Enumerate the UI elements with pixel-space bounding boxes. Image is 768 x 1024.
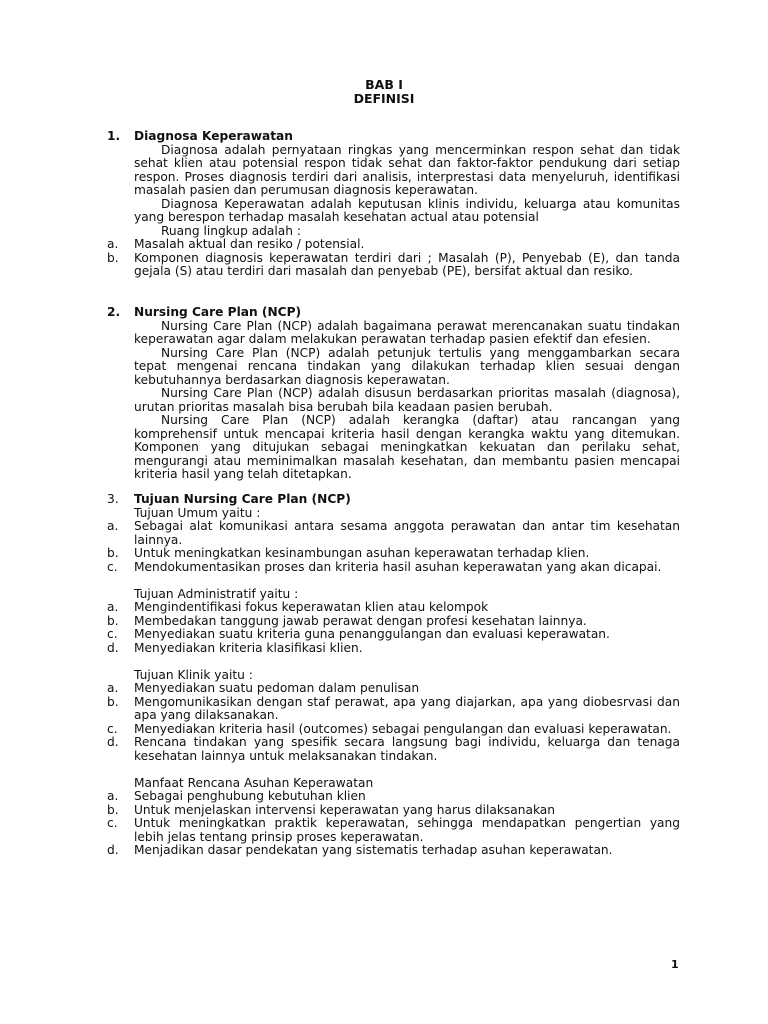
section-heading	[107, 493, 680, 507]
list-item	[107, 252, 680, 279]
section-number: 2.	[107, 305, 121, 319]
list-text: Sebagai alat komunikasi antara sesama anggota perawatan dan antar tim kesehatan lainnya.	[134, 519, 680, 547]
list-marker: b.	[107, 613, 119, 628]
list-text: Mengomunikasikan dengan staf perawat, apa yang diajarkan, apa yang diobesrvasi dan apa yang dilaksanakan.	[134, 694, 680, 722]
list-marker: c.	[107, 627, 118, 641]
list-text: Menyediakan suatu kriteria guna penanggulangan dan evaluasi keperawatan.	[134, 627, 610, 641]
paragraph: Nursing Care Plan (NCP) adalah bagaimana perawat merencanakan suatu tindakan keperawatan agar dalam melakukan perawatan terhadap pasien efektif dan efesien.	[134, 318, 680, 346]
paragraph: Diagnosa adalah pernyataan ringkas yang mencerminkan respon sehat dan tidak sehat klien atau potensial respon tidak sehat dan faktor-faktor pendukung dari setiap respon. Proses diagnosis terdiri dari analisis, interprestasi data menyeluruh, identifikasi masalah pasien dan perumusan diagnosis keperawatan.	[134, 142, 680, 197]
list-marker: b.	[107, 546, 119, 560]
list-marker: a.	[107, 237, 119, 251]
paragraph: Diagnosa Keperawatan adalah keputusan klinis individu, keluarga atau komunitas yang berespon terhadap masalah kesehatan actual atau potensial	[134, 196, 680, 224]
section-title: Tujuan Nursing Care Plan (NCP)	[134, 492, 351, 506]
spacer	[107, 763, 680, 777]
list-item	[107, 601, 680, 615]
list-item	[107, 238, 680, 252]
list-item	[107, 696, 680, 723]
section-number: 1.	[107, 129, 121, 143]
list-marker: d.	[107, 843, 119, 857]
list-item	[107, 615, 680, 629]
list-text: Membedakan tanggung jawab perawat dengan profesi kesehatan lainnya.	[134, 613, 587, 628]
list-item	[107, 804, 680, 818]
list-text: Sebagai penghubung kebutuhan klien	[134, 789, 366, 803]
list-marker: b.	[107, 250, 119, 265]
list-text: Rencana tindakan yang spesifik secara langsung bagi individu, keluarga dan tenaga kesehatan lainnya untuk melaksanakan tindakan.	[134, 735, 680, 763]
list-marker: b.	[107, 694, 119, 709]
list-marker: a.	[107, 600, 119, 614]
list-text: Masalah aktual dan resiko / potensial.	[134, 237, 365, 251]
list-marker: a.	[107, 519, 119, 533]
list-item	[107, 682, 680, 696]
list-text: Untuk menjelaskan intervensi keperawatan yang harus dilaksanakan	[134, 802, 555, 817]
list-marker: c.	[107, 559, 118, 574]
section-3	[107, 493, 680, 858]
list-item	[107, 817, 680, 844]
spacer	[107, 655, 680, 669]
list-item	[107, 723, 680, 737]
list-marker: a.	[107, 789, 119, 803]
list-text: Untuk meningkatkan kesinambungan asuhan keperawatan terhadap klien.	[134, 546, 590, 560]
list-text: Menjadikan dasar pendekatan yang sistematis terhadap asuhan keperawatan.	[134, 843, 613, 857]
list-text: Menyediakan kriteria klasifikasi klien.	[134, 640, 363, 655]
list-item	[107, 736, 680, 763]
group-label: Tujuan Klinik yaitu :	[134, 667, 253, 682]
list-text: Menyediakan suatu pedoman dalam penulisan	[134, 681, 420, 695]
page-number: 1	[671, 958, 679, 971]
section-title: Diagnosa Keperawatan	[134, 129, 293, 143]
paragraph: Nursing Care Plan (NCP) adalah disusun berdasarkan prioritas masalah (diagnosa), urutan prioritas masalah bisa berubah bila keadaan pasien berubah.	[134, 386, 680, 414]
section-1	[107, 130, 680, 279]
list-item	[107, 547, 680, 561]
list-text: Komponen diagnosis keperawatan terdiri dari ; Masalah (P), Penyebab (E), dan tanda gejala (S) atau terdiri dari masalah dan penyebab (PE), bersifat aktual dan resiko.	[134, 250, 680, 278]
list-marker: d.	[107, 640, 119, 655]
list-item	[107, 628, 680, 642]
section-number: 3.	[107, 492, 119, 506]
group-label: Tujuan Administratif yaitu :	[134, 586, 299, 601]
list-marker: c.	[107, 721, 118, 736]
list-item	[107, 561, 680, 575]
list-marker: a.	[107, 681, 119, 695]
list-marker: d.	[107, 735, 119, 749]
list-item	[107, 844, 680, 858]
chapter-title: DEFINISI	[353, 91, 415, 106]
list-text: Menyediakan kriteria hasil (outcomes) sebagai pengulangan dan evaluasi keperawatan.	[134, 721, 672, 736]
paragraph: Nursing Care Plan (NCP) adalah kerangka (daftar) atau rancangan yang komprehensif untuk mencapai kriteria hasil dengan kerangka waktu yang ditemukan. Komponen yang ditujukan sebagai meningkatkan kekuatan dan perilaku sehat, mengurangi atau meminimalkan masalah kesehatan, dan membantu pasien mencapai kriteria hasil yang telah ditetapkan.	[134, 413, 680, 481]
list-text: Mendokumentasikan proses dan kriteria hasil asuhan keperawatan yang akan dicapai.	[134, 559, 662, 574]
section-2	[107, 306, 680, 482]
list-marker: c.	[107, 816, 118, 830]
group-label: Tujuan Umum yaitu :	[134, 505, 261, 520]
list-text: Mengindentifikasi fokus keperawatan klien atau kelompok	[134, 600, 489, 614]
list-text: Untuk meningkatkan praktik keperawatan, sehingga mendapatkan pengertian yang lebih jelas tentang prinsip proses keperawatan.	[134, 816, 680, 844]
section-heading	[107, 306, 680, 320]
group-label: Manfaat Rencana Asuhan Keperawatan	[134, 775, 374, 790]
list-item	[107, 642, 680, 656]
paragraph: Ruang lingkup adalah :	[161, 223, 301, 238]
section-title: Nursing Care Plan (NCP)	[134, 305, 302, 319]
list-marker: b.	[107, 802, 119, 817]
section-heading	[107, 130, 680, 144]
chapter-label: BAB I	[365, 77, 403, 92]
paragraph: Nursing Care Plan (NCP) adalah petunjuk tertulis yang menggambarkan secara tepat mengenai rencana tindakan yang dilakukan terhadap klien sesuai dengan kebutuhannya berdasarkan diagnosis keperawatan.	[134, 345, 680, 387]
list-item	[107, 790, 680, 804]
list-item	[107, 520, 680, 547]
spacer	[107, 574, 680, 588]
